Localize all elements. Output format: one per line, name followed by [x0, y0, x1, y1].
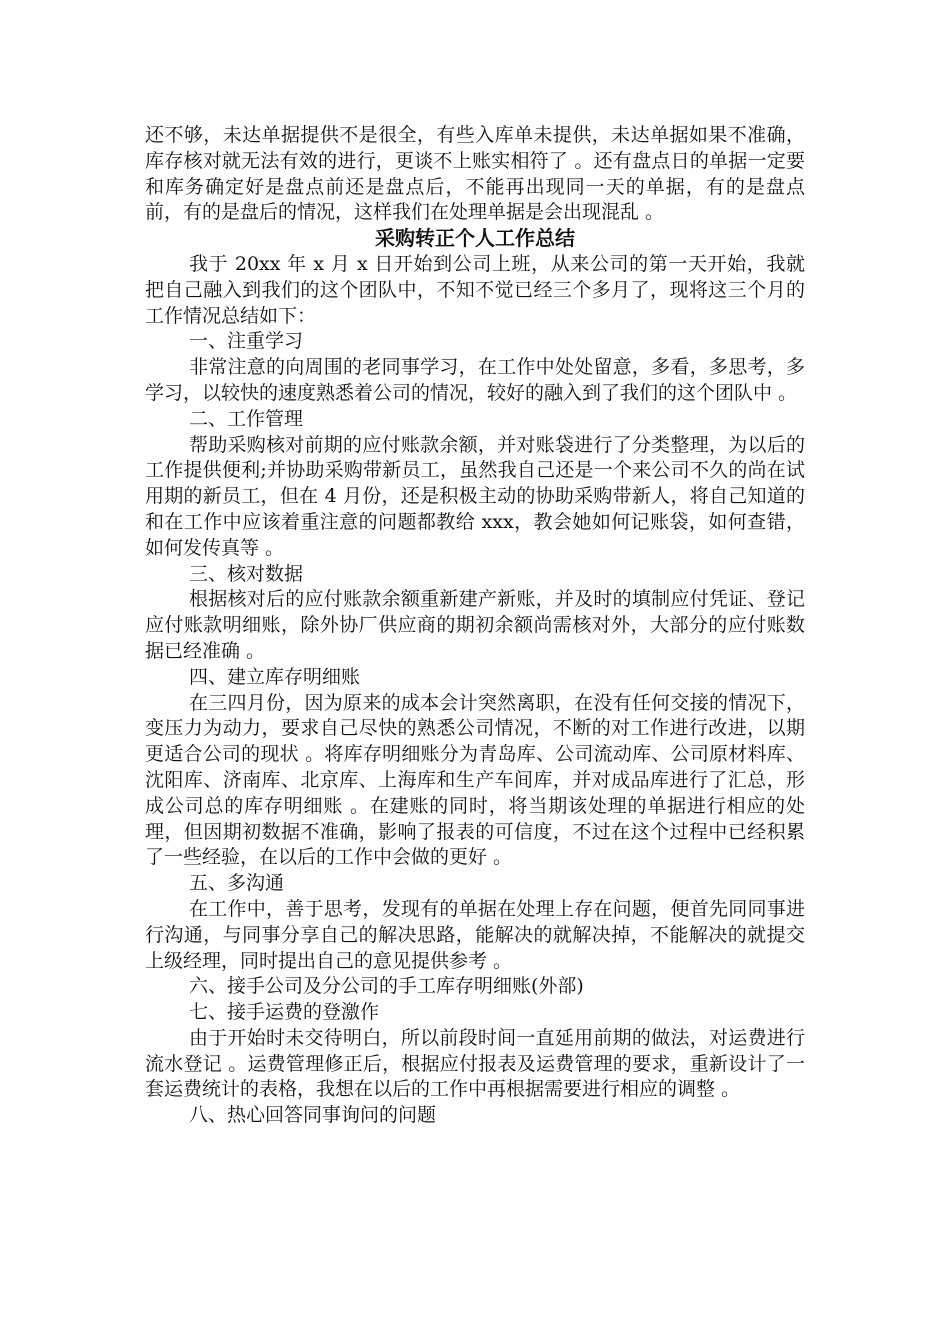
- continuation-paragraph: 还不够，未达单据提供不是很全，有些入库单未提供，未达单据如果不准确，库存核对就无法有效的进行，更谈不上账实相符了 。还有盘点日的单据一定要和库务确定好是盘点前还是盘点后，不能再出现同一天的单据，有的是盘点前，有的是盘后的情况，这样我们在处理单据是会出现混乱 。: [145, 124, 805, 224]
- intro-paragraph: 我于 20xx 年 x 月 x 日开始到公司上班，从来公司的第一天开始，我就把自己融入到我们的这个团队中，不知不觉已经三个多月了，现将这三个月的工作情况总结如下：: [145, 252, 805, 327]
- section-body-4: 在三四月份，因为原来的成本会计突然离职，在没有任何交接的情况下，变压力为动力，要求自己尽快的熟悉公司情况，不断的对工作进行改进，以期更适合公司的现状 。将库存明细账分为青岛库、公司流动库、公司原材料库、沈阳库、济南库、北京库、上海库和生产车间库，并对成品库进行了汇总，形成公司总的库存明细账 。在建账的同时，将当期该处理的单据进行相应的处理，但因期初数据不准确，影响了报表的可信度，不过在这个过程中已经积累了一些经验，在以后的工作中会做的更好 。: [145, 691, 805, 869]
- section-body-3: 根据核对后的应付账款余额重新建产新账，并及时的填制应付凭证、登记应付账款明细账，除外协厂供应商的期初余额尚需核对外，大部分的应付账数据已经准确 。: [145, 588, 805, 662]
- section-heading-1: 一、注重学习: [189, 330, 304, 353]
- document-title: 采购转正个人工作总结: [375, 226, 575, 251]
- section-heading-6: 六、接手公司及分公司的手工库存明细账(外部): [189, 975, 584, 998]
- section-heading-2: 二、工作管理: [189, 407, 304, 430]
- section-body-1: 非常注意的向周围的老同事学习，在工作中处处留意，多看，多思考，多学习，以较快的速度熟悉着公司的情况，较好的融入到了我们的这个团队中 。: [145, 356, 805, 404]
- section-heading-3: 三、核对数据: [189, 562, 304, 585]
- section-body-7: 由于开始时未交待明白，所以前段时间一直延用前期的做法，对运费进行流水登记 。运费管理修正后，根据应付报表及运费管理的要求，重新设计了一套运费统计的表格，我想在以后的工作中再根据需要进行相应的调整 。: [145, 1026, 805, 1101]
- section-heading-5: 五、多沟通: [189, 872, 285, 895]
- section-heading-4: 四、建立库存明细账: [189, 665, 361, 688]
- section-heading-8: 八、热心回答同事询问的问题: [189, 1104, 437, 1127]
- section-body-2: 帮助采购核对前期的应付账款余额，并对账袋进行了分类整理，为以后的工作提供便利;并协助采购带新员工，虽然我自己还是一个来公司不久的尚在试用期的新员工，但在 4 月份，还是积极主动的协助采购带新人，将自己知道的和在工作中应该着重注意的问题都教给 xxx，教会她如何记账袋，如何查错，如何发传真等 。: [145, 433, 805, 559]
- document-body: [145, 123, 805, 1129]
- section-body-5: 在工作中，善于思考，发现有的单据在处理上存在问题，便首先同同事进行沟通，与同事分享自己的解决思路，能解决的就解决掉，不能解决的就提交上级经理，同时提出自己的意见提供参考 。: [145, 897, 805, 972]
- section-heading-7: 七、接手运费的登激作: [189, 1001, 380, 1024]
